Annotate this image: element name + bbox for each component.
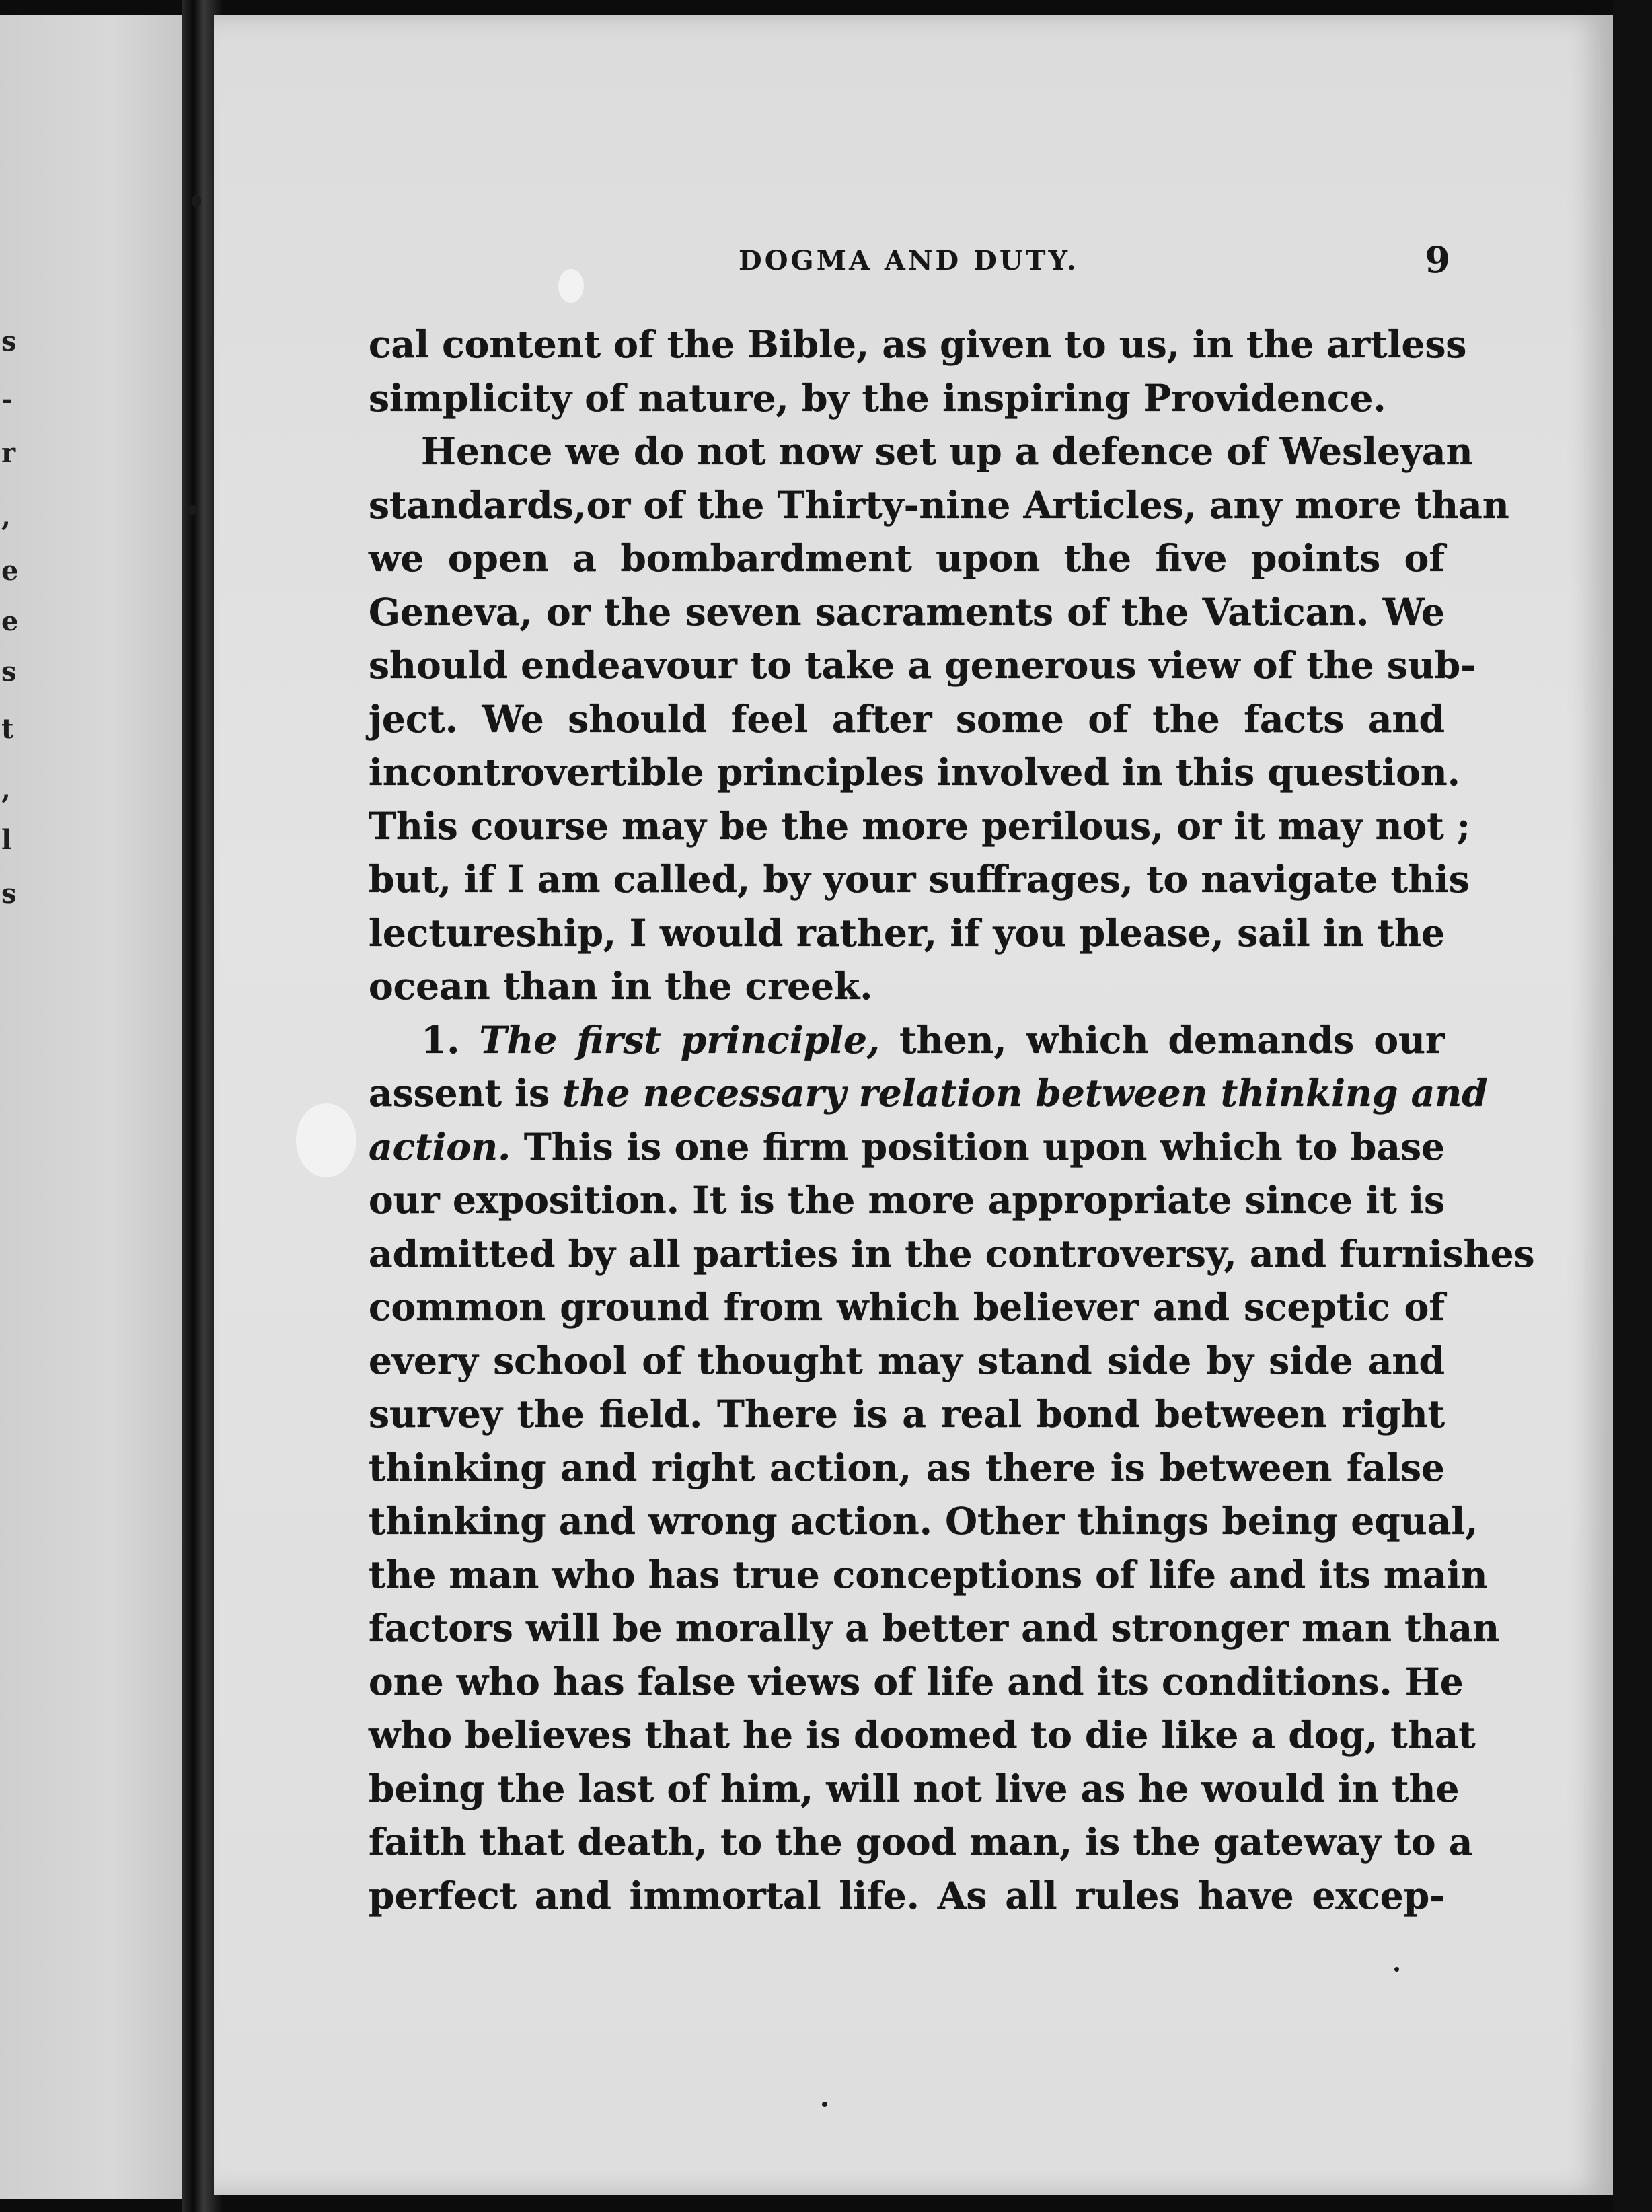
text-line — [369, 692, 1445, 746]
text-run: every school of thought may stand side by side and — [369, 1338, 1445, 1382]
text-line — [369, 638, 1476, 692]
text-line — [369, 906, 1445, 960]
text-line — [369, 799, 1471, 853]
text-run: incontrovertible principles involved in this question. — [369, 750, 1460, 794]
scan-dot — [192, 195, 201, 207]
text-run: assent is — [369, 1071, 563, 1115]
text-line — [369, 1120, 1445, 1174]
text-line — [369, 478, 1509, 532]
text-run: survey the field. There is a real bond between right — [369, 1392, 1445, 1436]
text-line — [369, 531, 1445, 585]
scan-speck — [296, 1103, 356, 1177]
italic-run: the necessary relation between thinking and — [562, 1071, 1488, 1115]
left-page-edge — [0, 15, 190, 2199]
text-run: the man who has true conceptions of life and its main — [369, 1552, 1488, 1596]
text-run: then, which demands our — [880, 1017, 1445, 1062]
text-line — [369, 1066, 1488, 1120]
text-run: This course may be the more perilous, or it may not ; — [369, 803, 1471, 848]
left-page-fragment: e — [1, 605, 19, 637]
left-page-fragment: s — [1, 326, 17, 357]
text-run: lectureship, I would rather, if you please, sail in the — [369, 910, 1445, 955]
left-page-fragment: - — [1, 383, 13, 415]
text-line — [369, 1227, 1535, 1281]
left-page-fragment: e — [1, 555, 19, 587]
text-run: thinking and right action, as there is between false — [369, 1445, 1445, 1489]
left-page-fragment: s — [1, 656, 17, 688]
scan-dot — [1394, 1967, 1399, 1972]
text-run: 1. — [421, 1017, 480, 1062]
text-line — [369, 959, 1445, 1013]
italic-run: action. — [369, 1124, 511, 1169]
page-text — [369, 229, 1535, 1922]
left-page-fragment: , — [1, 774, 11, 805]
text-line — [369, 1655, 1464, 1709]
text-run: we open a bombardment upon the five points of — [369, 536, 1445, 580]
text-run: should endeavour to take a generous view of the sub- — [369, 643, 1476, 687]
scan-dot — [188, 505, 196, 515]
text-run: simplicity of nature, by the inspiring Providence. — [369, 375, 1386, 420]
scan-right-border — [1613, 0, 1652, 2212]
text-line — [369, 371, 1445, 425]
body-paragraphs — [369, 318, 1535, 1922]
text-line — [369, 425, 1473, 478]
left-page-fragment: l — [1, 824, 12, 856]
text-line — [369, 1387, 1445, 1441]
left-page-fragment: t — [1, 713, 14, 745]
text-line — [369, 1762, 1460, 1816]
text-line — [369, 1548, 1488, 1602]
text-line — [369, 1280, 1445, 1334]
italic-run: The first principle, — [479, 1017, 880, 1062]
text-line — [369, 1601, 1500, 1655]
text-run: Hence we do not now set up a defence of Wesleyan — [421, 429, 1473, 473]
text-run: cal content of the Bible, as given to us, in the artless — [369, 322, 1467, 366]
left-page-fragment: , — [1, 501, 11, 533]
scan-dot — [822, 2102, 827, 2107]
running-title: DOGMA AND DUTY. — [739, 245, 1079, 276]
text-line — [369, 1441, 1445, 1495]
text-run: standards,or of the Thirty-nine Articles, any more than — [369, 482, 1509, 527]
running-header — [369, 229, 1450, 283]
text-run: ject. We should feel after some of the facts and — [369, 696, 1445, 741]
text-run: but, if I am called, by your suffrages, to navigate this — [369, 857, 1470, 901]
text-run: being the last of him, will not live as he would in the — [369, 1766, 1460, 1810]
text-run: faith that death, to the good man, is the gateway to a — [369, 1820, 1473, 1864]
text-run: who believes that he is doomed to die like a dog, that — [369, 1713, 1476, 1757]
text-line — [369, 318, 1467, 371]
text-run: factors will be morally a better and stronger man than — [369, 1606, 1500, 1650]
text-line — [369, 1334, 1445, 1388]
left-page-fragment: r — [1, 437, 16, 469]
text-line — [369, 1494, 1478, 1548]
text-line — [369, 852, 1470, 906]
text-run: Geneva, or the seven sacraments of the Vatican. We — [369, 589, 1445, 634]
text-line — [369, 1869, 1445, 1923]
text-line — [369, 1013, 1445, 1067]
text-run: admitted by all parties in the controversy, and furnishes — [369, 1231, 1535, 1276]
text-line — [369, 1708, 1476, 1762]
text-run: thinking and wrong action. Other things being equal, — [369, 1499, 1478, 1543]
left-page-fragment: s — [1, 878, 17, 910]
text-run: perfect and immortal life. As all rules have excep- — [369, 1873, 1445, 1917]
text-run: ocean than in the creek. — [369, 964, 873, 1008]
text-run: one who has false views of life and its conditions. He — [369, 1659, 1464, 1703]
page-number: 9 — [1425, 238, 1450, 281]
text-line — [369, 585, 1445, 639]
text-line — [369, 745, 1460, 799]
text-run: our exposition. It is the more appropriate since it is — [369, 1178, 1445, 1222]
text-line — [369, 1815, 1473, 1869]
text-run: common ground from which believer and sceptic of — [369, 1285, 1445, 1329]
text-line — [369, 1173, 1445, 1227]
text-run: This is one firm position upon which to base — [511, 1124, 1445, 1169]
